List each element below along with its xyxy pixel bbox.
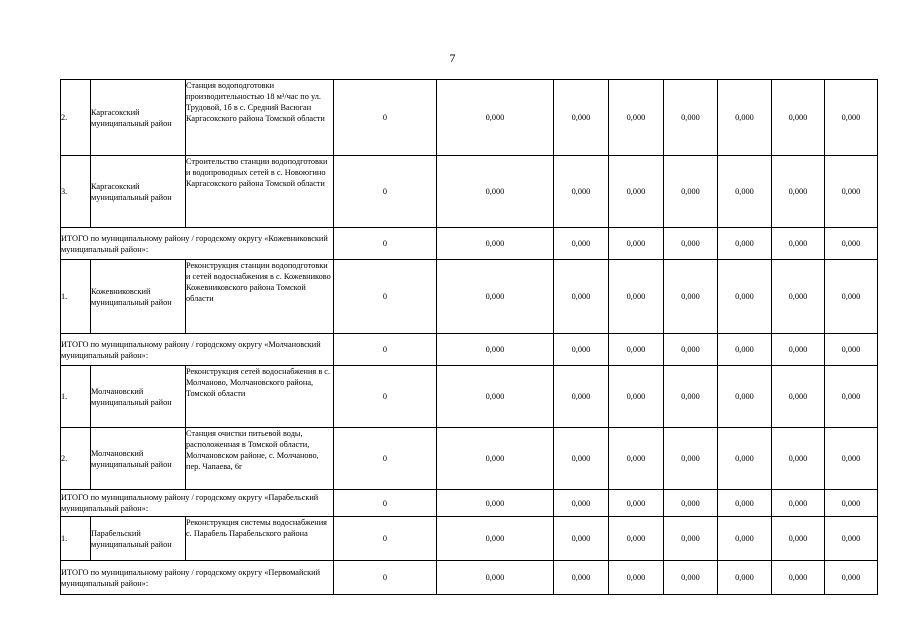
value-cell-text: 0,000 (571, 239, 591, 248)
value-cell-text: 0,000 (626, 239, 646, 248)
value-cell (664, 228, 718, 260)
project-cell (186, 517, 334, 561)
value-cell (609, 334, 664, 366)
value-cell (334, 428, 437, 490)
value-cell (772, 228, 825, 260)
value-cell-text: 0,000 (735, 239, 754, 248)
row-number-cell (61, 366, 91, 428)
value-cell (334, 80, 437, 156)
value-cell (825, 561, 878, 595)
value-cell-text: 0,000 (571, 187, 591, 196)
value-cell (554, 228, 609, 260)
value-cell (772, 517, 825, 561)
value-cell-text: 0 (382, 345, 388, 354)
value-cell-text: 0,000 (841, 498, 861, 508)
value-cell (772, 260, 825, 334)
value-cell-text: 0,000 (788, 113, 808, 122)
value-cell-text: 0,000 (735, 345, 754, 354)
value-cell-text: 0,000 (841, 392, 861, 401)
value-cell-text: 0 (382, 292, 388, 301)
project-cell (186, 156, 334, 228)
project-cell (186, 428, 334, 490)
total-label-cell (61, 490, 334, 517)
total-label-cell-text: ИТОГО по муниципальному району / городскому округу «Парабельский муниципальный район»: (61, 493, 319, 513)
value-cell-text: 0,000 (571, 345, 591, 354)
total-label-cell (61, 334, 334, 366)
value-cell (437, 80, 554, 156)
funding-table (60, 79, 878, 595)
value-cell-text: 0,000 (735, 498, 754, 508)
total-row (61, 490, 878, 517)
project-cell (186, 80, 334, 156)
value-cell (825, 428, 878, 490)
value-cell (718, 156, 772, 228)
value-cell-text: 0,000 (681, 292, 700, 301)
value-cell (664, 490, 718, 517)
value-cell-text: 0,000 (735, 187, 754, 196)
value-cell (437, 260, 554, 334)
value-cell-text: 0,000 (485, 345, 505, 354)
district-cell-text: Каргасокский муниципальный район (91, 107, 172, 128)
value-cell-text: 0,000 (788, 187, 808, 196)
value-cell (772, 490, 825, 517)
value-cell-text: 0,000 (841, 345, 861, 354)
value-cell-text: 0,000 (485, 498, 505, 508)
value-cell-text: 0,000 (485, 573, 505, 582)
value-cell-text: 0,000 (681, 498, 700, 508)
value-cell-text: 0 (382, 392, 388, 401)
value-cell (554, 366, 609, 428)
value-cell (437, 490, 554, 517)
row-number-cell-text: 3. (61, 187, 68, 196)
value-cell-text: 0,000 (485, 392, 505, 401)
value-cell (334, 366, 437, 428)
value-cell-text: 0,000 (485, 187, 505, 196)
value-cell-text: 0,000 (841, 292, 861, 301)
value-cell-text: 0,000 (788, 573, 808, 582)
row-number-cell-text: 1. (61, 534, 68, 543)
row-number-cell-text: 1. (61, 392, 68, 401)
value-cell-text: 0,000 (626, 454, 646, 463)
value-cell-text: 0,000 (841, 239, 861, 248)
value-cell-text: 0,000 (485, 292, 505, 301)
row-number-cell (61, 80, 91, 156)
value-cell (772, 428, 825, 490)
page-number: 7 (449, 51, 456, 65)
value-cell-text: 0,000 (735, 573, 754, 582)
value-cell-text: 0,000 (571, 113, 591, 122)
value-cell (664, 80, 718, 156)
value-cell (664, 561, 718, 595)
value-cell (334, 156, 437, 228)
value-cell (664, 260, 718, 334)
value-cell (554, 428, 609, 490)
value-cell (718, 428, 772, 490)
district-cell (91, 156, 186, 228)
district-cell (91, 80, 186, 156)
value-cell (554, 156, 609, 228)
value-cell (437, 517, 554, 561)
value-cell (334, 490, 437, 517)
value-cell (664, 428, 718, 490)
value-cell-text: 0,000 (626, 113, 646, 122)
value-cell (437, 228, 554, 260)
value-cell (825, 334, 878, 366)
total-row (61, 228, 878, 260)
value-cell (437, 561, 554, 595)
value-cell-text: 0 (382, 454, 388, 463)
value-cell-text: 0 (382, 498, 388, 508)
value-cell (718, 260, 772, 334)
value-cell (609, 517, 664, 561)
value-cell (437, 366, 554, 428)
value-cell (825, 80, 878, 156)
value-cell (609, 366, 664, 428)
value-cell-text: 0,000 (788, 498, 808, 508)
district-cell (91, 517, 186, 561)
value-cell (825, 228, 878, 260)
value-cell (825, 517, 878, 561)
value-cell (664, 334, 718, 366)
value-cell-text: 0 (382, 239, 388, 248)
value-cell-text: 0,000 (735, 392, 754, 401)
value-cell (334, 334, 437, 366)
value-cell (334, 517, 437, 561)
project-cell-text: Реконструкция системы водоснабжения с. Парабель Парабельского района (186, 518, 327, 538)
value-cell (718, 517, 772, 561)
value-cell (609, 156, 664, 228)
total-label-cell (61, 228, 334, 260)
value-cell (437, 156, 554, 228)
table-row (61, 156, 878, 228)
value-cell-text: 0,000 (681, 573, 700, 582)
value-cell (825, 260, 878, 334)
value-cell (772, 334, 825, 366)
project-cell-text: Реконструкция станции водоподготовки и сетей водоснабжения в с. Кожевниково Кожевниковского района Томской области (186, 261, 331, 303)
value-cell-text: 0,000 (571, 392, 591, 401)
project-cell-text: Станция очистки питьевой воды, расположенная в Томской области, Молчановском районе, с. Молчаново, пер. Чапаева, 6г (186, 429, 319, 471)
value-cell-text: 0,000 (571, 454, 591, 463)
value-cell-text: 0,000 (626, 187, 646, 196)
value-cell (664, 156, 718, 228)
value-cell-text: 0,000 (681, 454, 700, 463)
value-cell (718, 80, 772, 156)
value-cell-text: 0,000 (735, 534, 754, 543)
value-cell-text: 0,000 (841, 454, 861, 463)
value-cell (437, 428, 554, 490)
table-row (61, 366, 878, 428)
value-cell (609, 490, 664, 517)
total-row (61, 334, 878, 366)
district-cell-text: Молчановский муниципальный район (91, 386, 172, 407)
project-cell (186, 260, 334, 334)
value-cell (609, 561, 664, 595)
value-cell-text: 0,000 (788, 392, 808, 401)
value-cell (825, 156, 878, 228)
value-cell (718, 334, 772, 366)
table-row (61, 80, 878, 156)
value-cell (334, 260, 437, 334)
value-cell (718, 490, 772, 517)
value-cell-text: 0,000 (788, 292, 808, 301)
district-cell (91, 366, 186, 428)
total-label-cell-text: ИТОГО по муниципальному району / городскому округу «Молчановский муниципальный район»: (61, 339, 321, 360)
value-cell (334, 561, 437, 595)
value-cell-text: 0,000 (788, 454, 808, 463)
value-cell (772, 156, 825, 228)
value-cell-text: 0,000 (626, 392, 646, 401)
value-cell-text: 0,000 (571, 573, 591, 582)
value-cell (718, 228, 772, 260)
district-cell-text: Кожевниковский муниципальный район (91, 286, 172, 307)
value-cell-text: 0,000 (788, 534, 808, 543)
project-cell (186, 366, 334, 428)
value-cell-text: 0,000 (735, 454, 754, 463)
district-cell-text: Молчановский муниципальный район (91, 448, 172, 469)
table-row (61, 260, 878, 334)
value-cell (609, 228, 664, 260)
value-cell (554, 490, 609, 517)
value-cell-text: 0 (382, 113, 388, 122)
project-cell-text: Строительство станции водоподготовки и водопроводных сетей в с. Новоюгино Каргасокского района Томской области (186, 157, 328, 188)
value-cell (554, 260, 609, 334)
table-row (61, 517, 878, 561)
value-cell (609, 260, 664, 334)
value-cell-text: 0,000 (841, 187, 861, 196)
value-cell (437, 334, 554, 366)
value-cell (554, 561, 609, 595)
value-cell-text: 0,000 (735, 113, 754, 122)
value-cell-text: 0,000 (485, 113, 505, 122)
total-label-cell-text: ИТОГО по муниципальному району / городскому округу «Первомайский муниципальный район»: (61, 567, 321, 588)
value-cell (664, 517, 718, 561)
table-row (61, 428, 878, 490)
value-cell-text: 0 (382, 187, 388, 196)
value-cell (554, 334, 609, 366)
project-cell-text: Реконструкция сетей водоснабжения в с. Молчаново, Молчановского района, Томской области (186, 367, 331, 398)
total-label-cell (61, 561, 334, 595)
value-cell-text: 0,000 (788, 345, 808, 354)
value-cell (609, 428, 664, 490)
value-cell-text: 0,000 (485, 454, 505, 463)
value-cell-text: 0,000 (681, 345, 700, 354)
value-cell-text: 0,000 (571, 498, 591, 508)
value-cell-text: 0,000 (681, 534, 700, 543)
value-cell-text: 0,000 (571, 292, 591, 301)
value-cell-text: 0,000 (626, 498, 646, 508)
value-cell-text: 0,000 (681, 187, 700, 196)
value-cell (609, 80, 664, 156)
district-cell (91, 260, 186, 334)
project-cell-text: Станция водоподготовки производительностью 18 м³/час по ул. Трудовой, 1б в с. Средний Васюган Каргасокского района Томской области (186, 81, 325, 123)
district-cell-text: Парабельский муниципальный район (91, 528, 172, 549)
value-cell (825, 366, 878, 428)
value-cell-text: 0,000 (626, 292, 646, 301)
value-cell (718, 561, 772, 595)
value-cell (554, 80, 609, 156)
value-cell (772, 80, 825, 156)
value-cell (718, 366, 772, 428)
value-cell (664, 366, 718, 428)
value-cell (772, 561, 825, 595)
value-cell (772, 366, 825, 428)
value-cell (554, 517, 609, 561)
value-cell-text: 0,000 (841, 573, 861, 582)
value-cell (825, 490, 878, 517)
value-cell-text: 0,000 (681, 239, 700, 248)
value-cell-text: 0 (382, 534, 388, 543)
value-cell-text: 0,000 (626, 573, 646, 582)
value-cell-text: 0,000 (485, 534, 505, 543)
value-cell-text: 0,000 (841, 113, 861, 122)
value-cell-text: 0,000 (841, 534, 861, 543)
value-cell-text: 0,000 (788, 239, 808, 248)
value-cell-text: 0,000 (626, 534, 646, 543)
value-cell-text: 0 (382, 573, 388, 582)
row-number-cell-text: 2. (61, 113, 68, 122)
district-cell (91, 428, 186, 490)
value-cell (334, 228, 437, 260)
row-number-cell (61, 156, 91, 228)
total-row (61, 561, 878, 595)
row-number-cell (61, 428, 91, 490)
value-cell-text: 0,000 (485, 239, 505, 248)
value-cell-text: 0,000 (681, 392, 700, 401)
value-cell-text: 0,000 (571, 534, 591, 543)
value-cell-text: 0,000 (735, 292, 754, 301)
row-number-cell-text: 1. (61, 292, 68, 301)
row-number-cell (61, 260, 91, 334)
row-number-cell-text: 2. (61, 454, 68, 463)
value-cell-text: 0,000 (681, 113, 700, 122)
row-number-cell (61, 517, 91, 561)
value-cell-text: 0,000 (626, 345, 646, 354)
total-label-cell-text: ИТОГО по муниципальному району / городскому округу «Кожевниковский муниципальный район»: (61, 233, 328, 254)
district-cell-text: Каргасокский муниципальный район (91, 181, 172, 202)
